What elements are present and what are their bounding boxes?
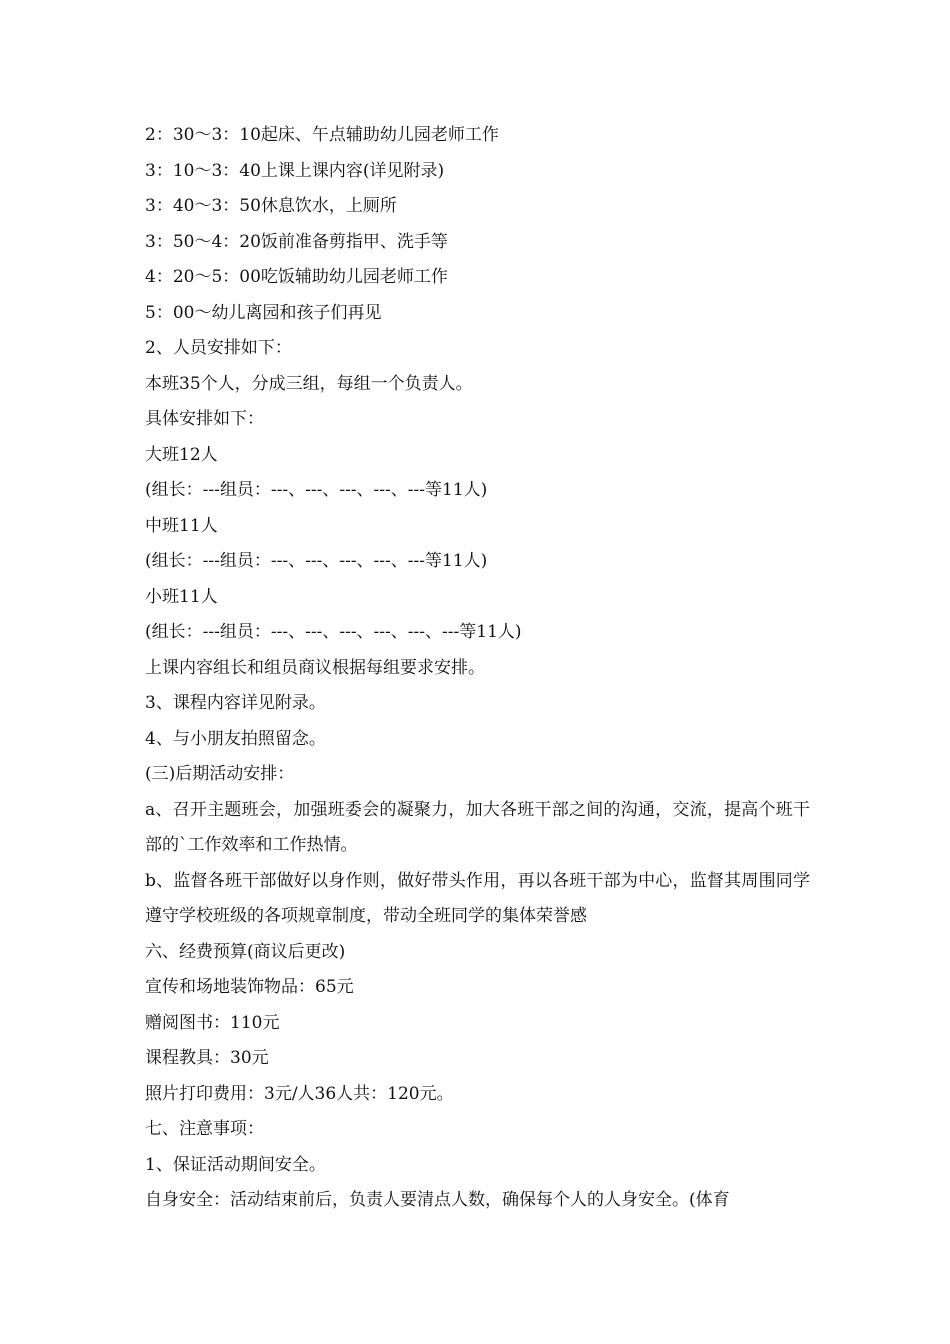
note-item: 1、保证活动期间安全。 [145, 1154, 326, 1175]
section-heading-followup: (三)后期活动安排： [145, 764, 295, 784]
schedule-line-2: 3：10～3：40上课上课内容(详见附录) [145, 160, 445, 181]
schedule-line-3: 3：40～3：50休息饮水，上厕所 [145, 196, 397, 216]
section-heading-budget: 六、经费预算(商议后更改) [145, 941, 346, 962]
group-title-middle: 中班11人 [145, 515, 218, 536]
schedule-line-1: 2：30～3：10起床、午点辅助幼儿园老师工作 [145, 125, 499, 145]
text-line: 本班35个人，分成三组，每组一个负责人。 [145, 373, 473, 394]
text-line: 上课内容组长和组员商议根据每组要求安排。 [145, 657, 485, 678]
schedule-line-5: 4：20～5：00吃饭辅助幼儿园老师工作 [145, 267, 448, 287]
budget-item: 赠阅图书：110元 [145, 1012, 280, 1033]
text-line: 具体安排如下： [145, 409, 264, 429]
budget-item: 宣传和场地装饰物品：65元 [145, 977, 354, 997]
paragraph-b: b、监督各班干部做好以身作则，做好带头作用，再以各班干部为中心，监督其周围同学遵守学校班级的各项规章制度，带动全班同学的集体荣誉感 [145, 870, 810, 926]
section-heading-staff: 2、人员安排如下： [145, 338, 292, 358]
group-members-large: (组长：---组员：---、---、---、---、---等11人) [145, 480, 488, 500]
section-heading-course: 3、课程内容详见附录。 [145, 693, 326, 713]
section-heading-photo: 4、与小朋友拍照留念。 [145, 728, 326, 749]
budget-item: 照片打印费用：3元/人36人共：120元。 [145, 1083, 454, 1104]
group-title-large: 大班12人 [145, 444, 218, 465]
document-body [145, 118, 810, 1219]
group-members-small: (组长：---组员：---、---、---、---、---、---等11人) [145, 622, 522, 642]
schedule-line-6: 5：00～幼儿离园和孩子们再见 [145, 302, 382, 323]
note-text: 自身安全：活动结束前后，负责人要清点人数，确保每个人的人身安全。(体育 [145, 1190, 730, 1210]
group-members-middle: (组长：---组员：---、---、---、---、---等11人) [145, 551, 488, 571]
budget-item: 课程教具：30元 [145, 1048, 269, 1068]
schedule-line-4: 3：50～4：20饭前准备剪指甲、洗手等 [145, 231, 448, 252]
paragraph-a: a、召开主题班会，加强班委会的凝聚力，加大各班干部之间的沟通，交流，提高个班干部的`工作效率和工作热情。 [145, 799, 810, 855]
section-heading-notes: 七、注意事项： [145, 1119, 264, 1139]
group-title-small: 小班11人 [145, 586, 218, 607]
